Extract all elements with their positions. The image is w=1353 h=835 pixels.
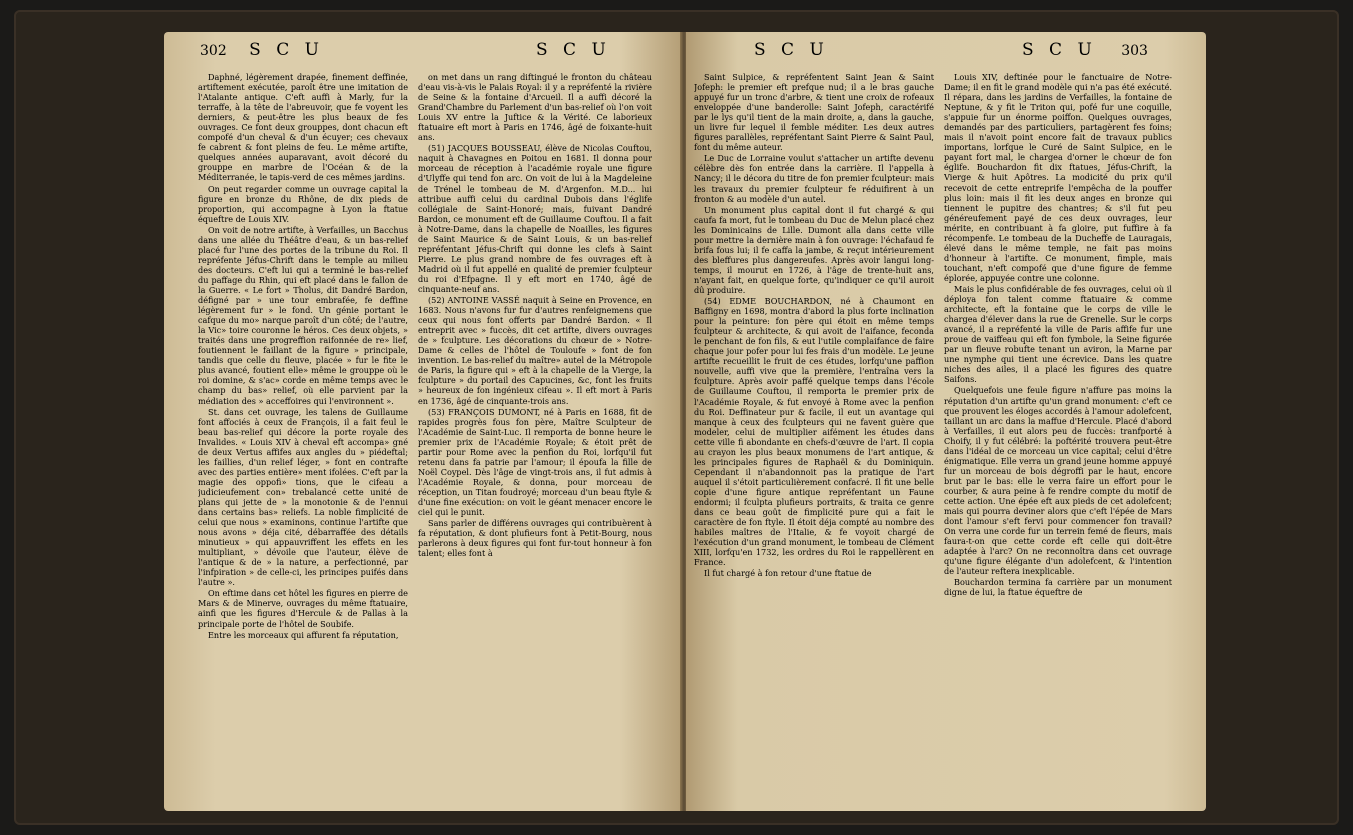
paragraph: (52) ANTOINE VASSÉ naquit à Seine en Provence, en 1683. Nous n'avons fur fur d'autres renfeignemens que ceux qui nous font offerts par Dandré Bardon. « Il entreprit avec » fuccès, dit cet artifte, divers ouvrages de » fculpture. Les décorations du chœur de » Notre-Dame & celles de l'hôtel de Touloufe » font de fon invention. Le bas-relief du maître» autel de la Métropole de Paris, la figure qui » eft à la chapelle de la Vierge, la fculpture » du portail des Capucines, &c, font les fruits » heureux de fon ingénieux cifeau ». Il eft mort à Paris en 1736, âgé de cinquante-trois ans. [418,295,652,406]
left-page-number: 302 [200,43,227,59]
paragraph: Saint Sulpice, & repréfentent Saint Jean & Saint Jofeph: le premier eft prefque nud; il a le bras gauche appuyé fur un tronc d'arbre, & tient une croix de rofeaux enveloppée d'une banderolle: Saint Jofeph, caractérifé par le lys qu'il tient de la main droite, a, dans la gauche, un livre fur lequel il femble méditer. Les deux autres figures parallèles, repréfentant Saint Pierre & Saint Paul, font du même auteur. [694,72,934,153]
paragraph: (51) JACQUES BOUSSEAU, élève de Nicolas Couftou, naquit à Chavagnes en Poitou en 1681. Il donna pour morceau de réception à l'académie royale une figure d'Ulyffe qui tend fon arc. On voit de lui à la Magdeleine de Trénel le tombeau de M. d'Argenfon. M.D... lui attribue auffi celui du cardinal Dubois dans l'églife collégiale de Saint-Honoré; mais, fuivant Dandré Bardon, ce monument eft de Guillaume Couftou. Il a fait à Notre-Dame, dans la chapelle de Noailles, les figures de Saint Maurice & de Saint Louis, & un bas-relief repréfentant Jéfus-Chrift qui donne les clefs à Saint Pierre. Le plus grand nombre de fes ouvrages eft à Madrid où il fut appellé en qualité de premier fculpteur du roi d'Efpagne. Il y eft mort en 1740, âgé de cinquante-neuf ans. [418,143,652,294]
left-running-head-2: S C U [536,40,611,60]
paragraph: Bouchardon termina fa carrière par un monument digne de lui, la ftatue équeftre de [944,577,1172,598]
paragraph: Mais le plus confidérable de fes ouvrages, celui où il déploya fon talent comme ftatuaire & comme architecte, eft la fontaine que le corps de ville le chargea d'élever dans la rue de Grenelle. Sur le corps avancé, il a repréfenté la ville de Paris affife fur une proue de vaiffeau qui eft fon fymbole, la Seine figurée par un fleuve robufte tenant un aviron, la Marne par une nymphe qui tient une écrevice. Dans les quatre niches des ailes, il a placé les figures des quatre Saifons. [944,283,1172,385]
paragraph: Le Duc de Lorraine voulut s'attacher un artifte devenu célèbre dès fon entrée dans la carrière. Il l'appella à Nancy; il le décora du titre de fon premier fculpteur: mais les travaux du premier fculpteur fe réduifirent à un fronton & au modèle d'un autel. [694,153,934,204]
right-page-column-1 [694,72,934,819]
paragraph: Daphné, légèrement drapée, finement deffinée, artiftement exécutée, paroît être une imitation de l'Atalante antique. C'eft auffi à Marly, fur la terraffe, à la tête de l'abreuvoir, que fe voyent les derniers, & peut-être les plus beaux de fes ouvrages. Ce font deux grouppes, dont chacun eft compofé d'un cheval & d'un écuyer; ces chevaux fe cabrent & font pleins de feu. Le même artifte, quelques années auparavant, avoit décoré du grouppe en marbre de l'Océan & de la Méditerranée, le tapis-verd de ces mêmes jardins. [198,72,408,183]
paragraph: (54) EDME BOUCHARDON, né à Chaumont en Baffigny en 1698, montra d'abord la plus forte inclination pour la peinture: fon père qui étoit en même temps fculpteur & architecte, & qui avoit de l'aifance, fecondа le penchant de fon fils, & eut l'utile complaifance de faire chaque jour pofer pour lui fes frais d'un modèle. Le jeune artifte recueillit le fruit de ces études, lorfqu'une paffion nouvelle, auffi vive que la première, l'entraîna vers la fculpture. Après avoir paffé quelque temps dans l'école de Guillaume Couftou, il remporta le premier prix de l'Académie Royale, & fut envoyé à Rome avec la penfion du Roi. Deffinateur pur & facile, il eut un avantage qui manque à ceux des fculpteurs qui ne favent guère que modeler, celui de multiplier aifément les études dans cette ville fi abondante en chefs-d'œuvre de l'art. Il copia au crayon les plus beaux monumens de l'art antique, & les principales figures de Raphaël & du Dominiquin. Cependant il n'abandonnoit pas la pratique de l'art auquel il s'étoit particulièrement confacré. Il fit une belle copie d'une figure antique repréfentant un Faune endormi; il fculpta plufieurs portraits, & traita ce genre dans ce beau goût de fimplicité pure qui a fait le caractère de fon ftyle. Il étoit déja compté au nombre des habiles maîtres de l'Italie, & fe voyoit chargé de l'exécution d'un grand monument, le tombeau de Clément XIII, lorfqu'en 1732, les ordres du Roi le rappellèrent en France. [694,296,934,568]
paragraph: On eftime dans cet hôtel les figures en pierre de Mars & de Minerve, ouvrages du même ftatuaire, ainfi que les figures d'Hercule & de Pallas à la principale porte de l'hôtel de Soubife. [198,588,408,629]
left-page-number-header [200,40,324,66]
left-page-column-2 [418,72,652,819]
right-running-head-1: S C U [754,40,829,60]
right-page-number: 303 [1121,43,1148,59]
right-page-number-header [1022,40,1148,66]
paragraph: St. dans cet ouvrage, les talens de Guillaume font affociés à ceux de François, il a fait feul le beau bas-relief qui décore la porte royale des Invalides. « Louis XIV à cheval eft accompa» gné de deux Vertus affifes aux angles du » piédeftal; les faillies, d'un relief léger, » font en contrafte avec des parties entière» ment ifolées. C'eft par la magie des oppofi» tions, que le cifeau a judicieufement con» trebalancé cette unité de plans qui jette de » la monotonie & de l'ennui dans certains bas» reliefs. La noble fimplicité de celui que nous » examinons, continue l'artifte que nous avons » déja cité, débarraffée des détails minutieux » qui appauvriffent les effets en les multipliant, » dévoile que l'auteur, élève de l'antique & de » la nature, a perfectionné, par l'infpiration » de celle-ci, les principes puifés dans l'autre ». [198,406,408,588]
left-page-column-1 [198,72,408,819]
paragraph: Entre les morceaux qui affurent fa réputation, [208,629,399,640]
paragraph: on met dans un rang diftingué le fronton du château d'eau vis-à-vis le Palais Royal: il y a repréfenté la rivière de Seine & la fontaine d'Arcueil. Il a auffi décoré la Grand'Chambre du Parlement d'un bas-relief où l'on voit Louis XV entre la Juftice & la Vérité. Ce laborieux ftatuaire eft mort à Paris en 1746, âgé de foixante-huit ans. [418,72,652,143]
paragraph: On voit de notre artifte, à Verfailles, un Bacchus dans une allée du Théâtre d'eau, & un bas-relief placé fur l'une des portes de la tribune du Roi. Il repréfente Jéfus-Chrift dans le temple au milieu des docteurs. C'eft lui qui a terminé le bas-relief du paffage du Rhin, qui eft placé dans le fallon de la Guerre. « Le fort » Tholus, dit Dandré Bardon, défigné par » une tour embrafée, fe deffine légèrement fur » le fond. Un génie portant le cafque du mo» narque paroît d'un côté; de l'autre, la Vic» toire couronne le héros. Ces deux objets, » traités dans une progreffion raifonnée de re» lief, foutiennent le faillant de la figure » principale, tandis que celle du fleuve, placée » fur le fite le plus avancé, foutient elle» même le grouppe où le roi domine, & s'ac» corde en même temps avec le champ du bas» relief, où elle parvient par la médiation des » acceffoires qui l'environnent ». [198,224,408,406]
paragraph: Louis XIV, deftinée pour le fanctuaire de Notre-Dame; il en fit le grand modèle qui n'a pas été exécuté. Il répara, dans les jardins de Verfailles, la fontaine de Neptune, & y fit le Triton qui, pofé fur une coquille, s'appuie fur un énorme poiffon. Quelques ouvrages, demandés par des particuliers, partagèrent fes foins; mais il n'avoit point encore fait de travaux publics importans, lorfque le Curé de Saint Sulpice, en le payant fort mal, le chargea d'orner le chœur de fon églife. Bouchardon fit dix ftatues, Jéfus-Chrift, la Vierge & huit Apôtres. La modicité du prix qu'il recevoit de cette entreprife l'empêcha de la pouffer plus loin: mais il fit les deux anges en bronze qui tiennent le pupitre des chantres; & s'il fut peu généreufement payé de ces deux ouvrages, leur mérite, en contribuant à fa gloire, put fuffire à fa récompenfe. Le tombeau de la Ducheffe de Lauragais, élevé dans le même temple, ne fait pas moins d'honneur à l'artifte. Ce monument, fimple, mais touchant, n'eft compofé que d'une figure de femme éplorée, appuyée contre une colonne. [944,72,1172,283]
paragraph: Un monument plus capital dont il fut chargé & qui caufa fa mort, fut le tombeau du Duc de Melun placé chez les Dominicains de Lille. Dumont alla dans cette ville pour mettre la dernière main à fon ouvrage: l'échafaud fe brifa fous lui; il fe caffa la jambe, & reçut intérieurement des bleffures plus dangereufes. Après avoir langui long-temps, il mourut en 1726, à l'âge de trente-huit ans, n'ayant fait, en quelque forte, qu'indiquer ce qu'il auroit dû produire. [694,204,934,295]
paragraph: On peut regarder comme un ouvrage capital la figure en bronze du Rhône, de dix pieds de proportion, qui accompagne à Lyon la ftatue équeftre de Louis XIV. [198,183,408,224]
paragraph: (53) FRANÇOIS DUMONT, né à Paris en 1688, fit de rapides progrès fous fon père, Maître Sculpteur de l'Académie de Saint-Luc. Il remporta de bonne heure le premier prix de l'Académie Royale; & étoit prêt de partir pour Rome avec la penfion du Roi, lorfqu'il fut retenu dans fa patrie par l'amour; il époufa la fille de Noël Coypel. Dès l'âge de vingt-trois ans, il fut admis à l'Académie Royale, & donna, pour morceau de réception, un Titan foudroyé; morceau d'un beau ftyle & d'une fine exécution: on voit le géant menacer encore le ciel qui le punit. [418,406,652,518]
paragraph: Quelquefois une feule figure n'affure pas moins la réputation d'un artifte qu'un grand monument: c'eft ce que prouvent les éloges accordés à l'amour adolefcent, taillant un arc dans la maffue d'Hercule. Placé d'abord à Verfailles, il eut alors peu de fuccès: tranfporté à Choify, il y fut célébré: la poftérité trouvera peut-être dans l'idéal de ce morceau un vice capital; celui d'être énigmatique. Elle verra un grand jeune homme appuyé fur un morceau de bois dégroffi par le haut, encore brut par le bas: elle le verra faire un effort pour le courber, & aura peine à fe rendre compte du motif de cette action. Une épée eft aux pieds de cet adolefcent; mais qui pourra deviner alors que c'eft l'épée de Mars dont l'amour s'eft fervi pour commencer fon travail? On verra une corde fur un terrein femé de fleurs, mais faura-t-on que cette corde eft celle qui doit-être adaptée à l'arc? On ne reconnoîtra dans cet ouvrage qu'une figure élégante d'un adolefcent, & l'intention de l'auteur reftera inexplicable. [944,385,1172,577]
left-running-head-1: S C U [249,40,324,60]
paragraph: Sans parler de différens ouvrages qui contribuèrent à fa réputation, & dont plufieurs font à Petit-Bourg, nous parlerons à deux figures qui font fur-tout honneur à fon talent; elles font à [418,518,652,559]
right-page-column-2 [944,72,1172,819]
right-running-head-2: S C U [1022,40,1097,60]
paragraph: Il fut chargé à fon retour d'une ftatue de [704,568,872,579]
